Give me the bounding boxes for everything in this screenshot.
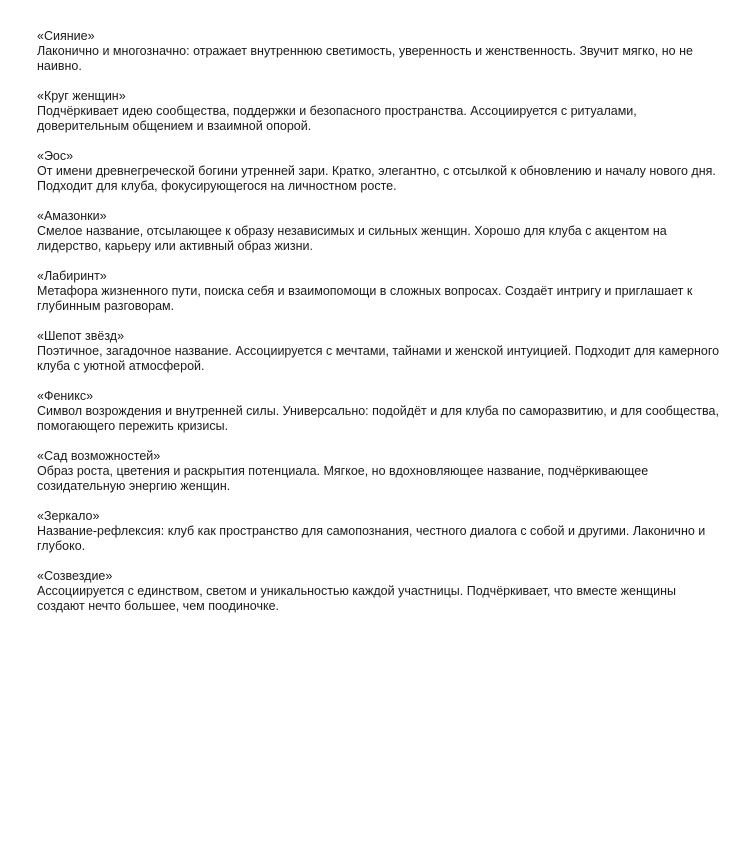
entry-title: «Круг женщин» [37,89,126,103]
entry-title: «Амазонки» [37,209,107,223]
name-entry-sozvezdie [37,569,726,614]
entry-description: Смелое название, отсылающее к образу независимых и сильных женщин. Хорошо для клуба с акцентом на лидерство, карьеру или активный образ жизни. [37,224,667,253]
name-entry-zerkalo [37,509,726,554]
entry-description: Метафора жизненного пути, поиска себя и взаимопомощи в сложных вопросах. Создаёт интригу и приглашает к глубинным разговорам. [37,284,693,313]
entry-title: «Шепот звёзд» [37,329,125,343]
entry-description: От имени древнегреческой богини утренней зари. Кратко, элегантно, с отсылкой к обновлению и началу нового дня. Подходит для клуба, фокусирующегося на личностном росте. [37,164,716,193]
entry-description: Символ возрождения и внутренней силы. Универсально: подойдёт и для клуба по саморазвитию, и для сообщества, помогающего пережить кризисы. [37,404,719,433]
name-entry-feniks [37,389,726,434]
name-entry-shepot-zvezd [37,329,726,374]
entry-description: Подчёркивает идею сообщества, поддержки и безопасного пространства. Ассоциируется с ритуалами, доверительным общением и взаимной опорой. [37,104,637,133]
name-entry-eos [37,149,726,194]
entry-title: «Феникс» [37,389,94,403]
entry-description: Поэтичное, загадочное название. Ассоциируется с мечтами, тайнами и женской интуицией. Подходит для камерного клуба с уютной атмосферой. [37,344,720,373]
entry-description: Название-рефлексия: клуб как пространство для самопознания, честного диалога с собой и другими. Лаконично и глубоко. [37,524,706,553]
entry-title: «Зеркало» [37,509,100,523]
name-entry-sad-vozmozhnostey [37,449,726,494]
entry-title: «Эос» [37,149,74,163]
name-entry-siyanie [37,29,726,74]
entry-title: «Лабиринт» [37,269,107,283]
name-entry-labirint [37,269,726,314]
entry-title: «Созвездие» [37,569,113,583]
name-entry-krug-zhenshchin [37,89,726,134]
entry-title: «Сад возможностей» [37,449,161,463]
entry-description: Ассоциируется с единством, светом и уникальностью каждой участницы. Подчёркивает, что вместе женщины создают нечто большее, чем поодиночке. [37,584,677,613]
entry-title: «Сияние» [37,29,95,43]
entry-description: Лаконично и многозначно: отражает внутреннюю светимость, уверенность и женственность. Звучит мягко, но не наивно. [37,44,693,73]
entry-description: Образ роста, цветения и раскрытия потенциала. Мягкое, но вдохновляющее название, подчёркивающее созидательную энергию женщин. [37,464,649,493]
name-entry-amazonki [37,209,726,254]
